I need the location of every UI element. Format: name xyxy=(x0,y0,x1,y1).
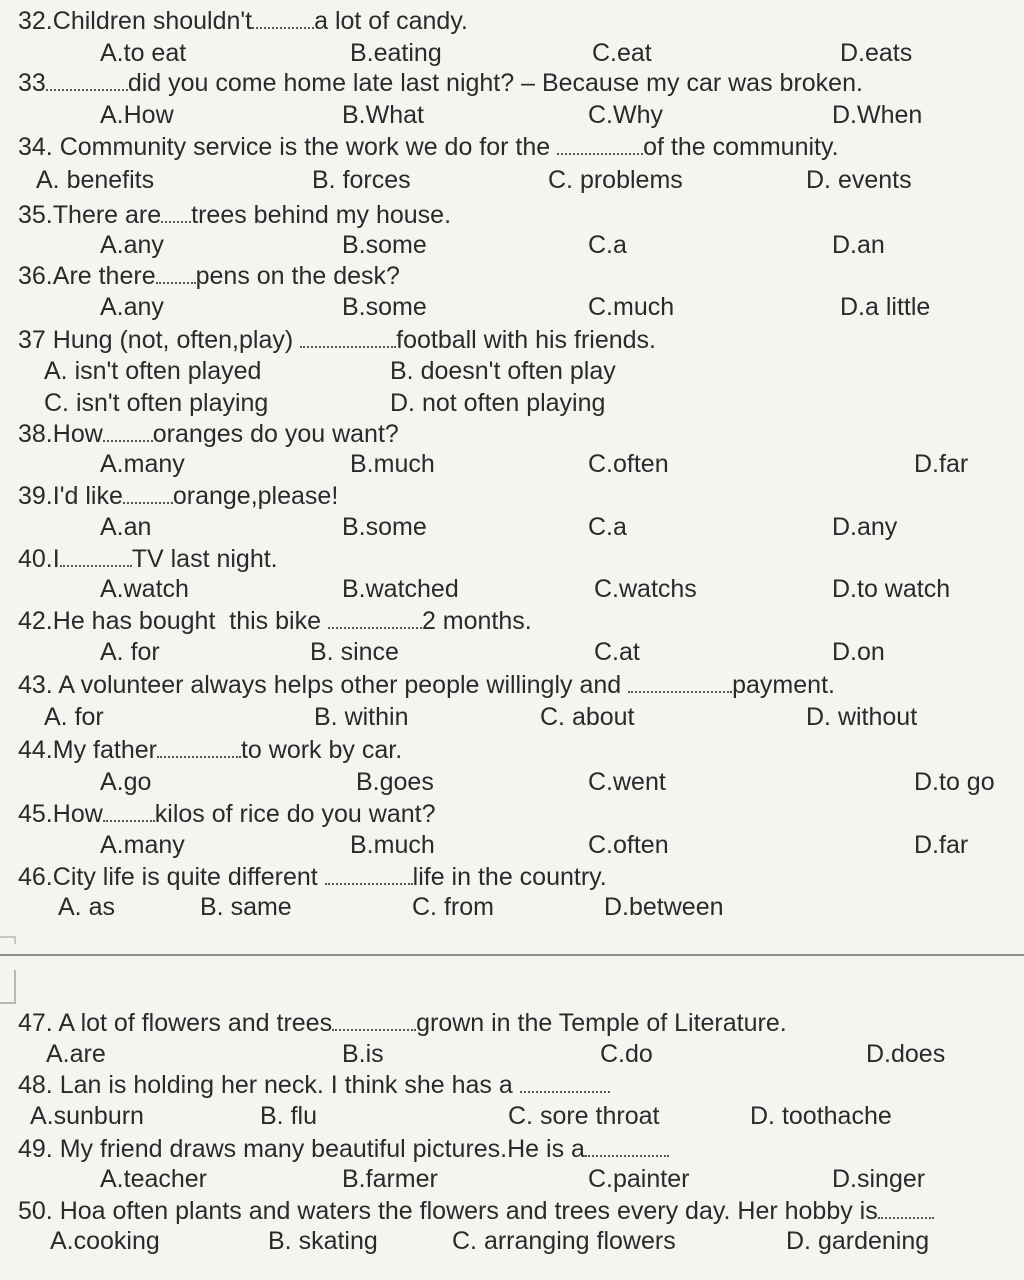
answer-option-c[interactable]: C.painter xyxy=(588,1165,690,1193)
question-text-before-blank: A volunteer always helps other people willingly and xyxy=(52,671,629,699)
question-number: 33 xyxy=(18,69,46,97)
question-text-after-blank: payment. xyxy=(732,671,835,699)
question-text-before-blank: My father xyxy=(52,736,157,764)
answer-blank xyxy=(628,671,732,693)
answer-option-c[interactable]: C.at xyxy=(594,638,640,666)
answer-blank xyxy=(328,607,422,629)
answer-option-b[interactable]: B. flu xyxy=(260,1102,317,1130)
question-number: 43. xyxy=(18,671,53,699)
answer-option-c[interactable]: C.watchs xyxy=(594,575,697,603)
question-number: 35. xyxy=(18,201,53,229)
answer-blank xyxy=(300,326,396,348)
answer-option-a[interactable]: A.cooking xyxy=(50,1227,160,1255)
answer-option-b[interactable]: B.some xyxy=(342,513,427,541)
question-text-before-blank: Community service is the work we do for the xyxy=(52,133,558,161)
answer-option-b[interactable]: B.goes xyxy=(356,768,434,796)
question-text-before-blank: City life is quite different xyxy=(52,863,325,891)
answer-option-a[interactable]: A.many xyxy=(100,450,185,478)
answer-option-b[interactable]: B.some xyxy=(342,231,427,259)
question-stem xyxy=(18,481,338,511)
question-number: 40. xyxy=(18,545,53,573)
question-text-after-blank: kilos of rice do you want? xyxy=(154,800,436,828)
answer-option-d[interactable]: D.to watch xyxy=(832,575,951,603)
answer-option-a[interactable]: A.any xyxy=(100,231,164,259)
answer-option-c[interactable]: C. from xyxy=(412,893,494,921)
question-stem xyxy=(18,862,607,892)
question-stem xyxy=(18,6,468,36)
question-text-after-blank: orange,please! xyxy=(172,482,339,510)
question-number: 42. xyxy=(18,607,53,635)
answer-option-b[interactable]: B. within xyxy=(314,703,409,731)
answer-blank xyxy=(157,736,241,758)
answer-option-b[interactable]: B.What xyxy=(342,101,424,129)
answer-blank xyxy=(103,800,155,822)
question-number: 48. xyxy=(18,1071,53,1099)
question-stem xyxy=(18,1134,669,1164)
question-text-after-blank: a lot of candy. xyxy=(314,7,468,35)
answer-option-a[interactable]: A. for xyxy=(44,703,104,731)
question-text-after-blank: football with his friends. xyxy=(396,326,656,354)
question-text-after-blank: life in the country. xyxy=(412,863,607,891)
answer-option-c[interactable]: C.much xyxy=(588,293,675,321)
question-number: 49. xyxy=(18,1135,53,1163)
question-stem xyxy=(18,544,278,574)
answer-option-b[interactable]: B.much xyxy=(350,450,435,478)
answer-blank xyxy=(585,1135,669,1157)
question-number: 32. xyxy=(18,7,53,35)
answer-option-c[interactable]: C. problems xyxy=(548,166,683,194)
answer-option-d[interactable]: D.a little xyxy=(840,293,931,321)
question-stem xyxy=(18,799,435,829)
question-text-before-blank: How xyxy=(52,800,103,828)
question-text-before-blank: How xyxy=(52,420,103,448)
answer-option-a[interactable]: A.teacher xyxy=(100,1165,208,1193)
answer-option-d[interactable]: D. toothache xyxy=(750,1102,892,1130)
answer-option-b[interactable]: B. doesn't often play xyxy=(390,357,616,385)
question-stem xyxy=(18,1070,610,1100)
question-stem xyxy=(18,419,399,449)
question-text-after-blank: to work by car. xyxy=(240,736,403,764)
question-number: 36. xyxy=(18,262,53,290)
answer-blank xyxy=(332,1009,416,1031)
answer-option-c[interactable]: C. about xyxy=(540,703,635,731)
question-number: 50. xyxy=(18,1197,53,1225)
question-stem xyxy=(18,261,400,291)
question-stem xyxy=(18,325,656,355)
answer-option-c[interactable]: C.often xyxy=(588,831,669,859)
question-number: 46. xyxy=(18,863,53,891)
answer-option-b[interactable]: B.eating xyxy=(350,39,442,67)
answer-option-a[interactable]: A. benefits xyxy=(36,166,155,194)
question-text-after-blank: grown in the Temple of Literature. xyxy=(416,1009,787,1037)
answer-option-c[interactable]: C. isn't often playing xyxy=(44,389,269,417)
question-number: 34. xyxy=(18,133,53,161)
answer-blank xyxy=(156,262,196,284)
answer-option-b[interactable]: B.watched xyxy=(342,575,459,603)
answer-option-a[interactable]: A. isn't often played xyxy=(44,357,262,385)
question-text-before-blank: Lan is holding her neck. I think she has a xyxy=(52,1071,520,1099)
answer-blank xyxy=(123,482,173,504)
answer-option-d[interactable]: D.on xyxy=(832,638,885,666)
question-stem xyxy=(18,200,451,230)
question-text-after-blank: pens on the desk? xyxy=(195,262,400,290)
question-text-after-blank: 2 months. xyxy=(421,607,532,635)
answer-option-c[interactable]: C.often xyxy=(588,450,669,478)
question-stem xyxy=(18,670,835,700)
answer-option-d[interactable]: D.to go xyxy=(914,768,995,796)
answer-option-b[interactable]: B.is xyxy=(342,1040,384,1068)
answer-option-a[interactable]: A.any xyxy=(100,293,164,321)
answer-option-a[interactable]: A.How xyxy=(100,101,174,129)
answer-option-d[interactable]: D. events xyxy=(806,166,912,194)
question-text-before-blank: My friend draws many beautiful pictures.He is a xyxy=(52,1135,585,1163)
answer-blank xyxy=(60,545,132,567)
answer-option-a[interactable]: A.sunburn xyxy=(30,1102,144,1130)
answer-option-c[interactable]: C. sore throat xyxy=(508,1102,660,1130)
page-corner-mark xyxy=(0,970,16,1004)
answer-option-d[interactable]: D.far xyxy=(914,450,969,478)
question-text-before-blank: Children shouldn't xyxy=(52,7,253,35)
answer-option-d[interactable]: D.does xyxy=(866,1040,946,1068)
answer-option-c[interactable]: C. arranging flowers xyxy=(452,1227,676,1255)
question-text-before-blank: Hung (not, often,play) xyxy=(45,326,301,354)
answer-option-b[interactable]: B. skating xyxy=(268,1227,378,1255)
question-text-before-blank: There are xyxy=(52,201,162,229)
question-stem xyxy=(18,68,863,98)
question-stem xyxy=(18,606,532,636)
answer-option-d[interactable]: D. gardening xyxy=(786,1227,930,1255)
question-text-before-blank: Hoa often plants and waters the flowers and trees every day. Her hobby is xyxy=(52,1197,878,1225)
question-text-after-blank: oranges do you want? xyxy=(152,420,399,448)
question-stem xyxy=(18,132,839,162)
page-corner-mark xyxy=(0,936,16,944)
answer-option-d[interactable]: D.far xyxy=(914,831,969,859)
answer-option-c[interactable]: C.Why xyxy=(588,101,663,129)
answer-option-d[interactable]: D. without xyxy=(806,703,918,731)
question-text-after-blank: TV last night. xyxy=(131,545,278,573)
answer-blank xyxy=(325,863,413,885)
answer-blank xyxy=(161,201,191,223)
page-divider xyxy=(0,954,1024,956)
question-number: 37 xyxy=(18,326,46,354)
question-text-before-blank: Are there xyxy=(52,262,156,290)
question-number: 45. xyxy=(18,800,53,828)
answer-option-d[interactable]: D. not often playing xyxy=(390,389,606,417)
answer-option-b[interactable]: B.farmer xyxy=(342,1165,438,1193)
answer-blank xyxy=(520,1071,610,1093)
answer-option-c[interactable]: C.a xyxy=(588,231,627,259)
question-stem xyxy=(18,1196,934,1226)
answer-option-c[interactable]: C.a xyxy=(588,513,627,541)
answer-option-a[interactable]: A.watch xyxy=(100,575,189,603)
answer-option-b[interactable]: B. same xyxy=(200,893,292,921)
answer-option-b[interactable]: B. since xyxy=(310,638,399,666)
answer-option-a[interactable]: A.are xyxy=(46,1040,106,1068)
question-number: 38. xyxy=(18,420,53,448)
answer-blank xyxy=(46,69,128,91)
answer-blank xyxy=(557,133,643,155)
answer-option-c[interactable]: C.went xyxy=(588,768,666,796)
question-number: 44. xyxy=(18,736,53,764)
question-text-after-blank: trees behind my house. xyxy=(191,201,452,229)
question-stem xyxy=(18,735,402,765)
question-text-before-blank: I xyxy=(52,545,60,573)
question-number: 47. xyxy=(18,1009,53,1037)
answer-option-d[interactable]: D.singer xyxy=(832,1165,926,1193)
answer-option-d[interactable]: D.When xyxy=(832,101,923,129)
answer-option-a[interactable]: A. as xyxy=(58,893,115,921)
question-text-after-blank: did you come home late last night? – Because my car was broken. xyxy=(127,69,863,97)
answer-blank xyxy=(103,420,153,442)
answer-blank xyxy=(252,7,314,29)
question-stem xyxy=(18,1008,787,1038)
answer-option-d[interactable]: D.any xyxy=(832,513,898,541)
answer-option-a[interactable]: A.an xyxy=(100,513,152,541)
answer-option-a[interactable]: A.many xyxy=(100,831,185,859)
question-text-before-blank: A lot of flowers and trees xyxy=(52,1009,333,1037)
question-text-before-blank: He has bought this bike xyxy=(52,607,328,635)
answer-option-a[interactable]: A.to eat xyxy=(100,39,187,67)
question-number: 39. xyxy=(18,482,53,510)
answer-option-d[interactable]: D.between xyxy=(604,893,724,921)
answer-blank xyxy=(878,1197,934,1219)
answer-option-d[interactable]: D.eats xyxy=(840,39,913,67)
answer-option-c[interactable]: C.do xyxy=(600,1040,653,1068)
answer-option-d[interactable]: D.an xyxy=(832,231,885,259)
answer-option-b[interactable]: B.some xyxy=(342,293,427,321)
question-text-after-blank: of the community. xyxy=(643,133,839,161)
answer-option-a[interactable]: A.go xyxy=(100,768,152,796)
answer-option-a[interactable]: A. for xyxy=(100,638,160,666)
question-text-before-blank: I'd like xyxy=(52,482,123,510)
answer-option-b[interactable]: B. forces xyxy=(312,166,411,194)
answer-option-b[interactable]: B.much xyxy=(350,831,435,859)
answer-option-c[interactable]: C.eat xyxy=(592,39,652,67)
